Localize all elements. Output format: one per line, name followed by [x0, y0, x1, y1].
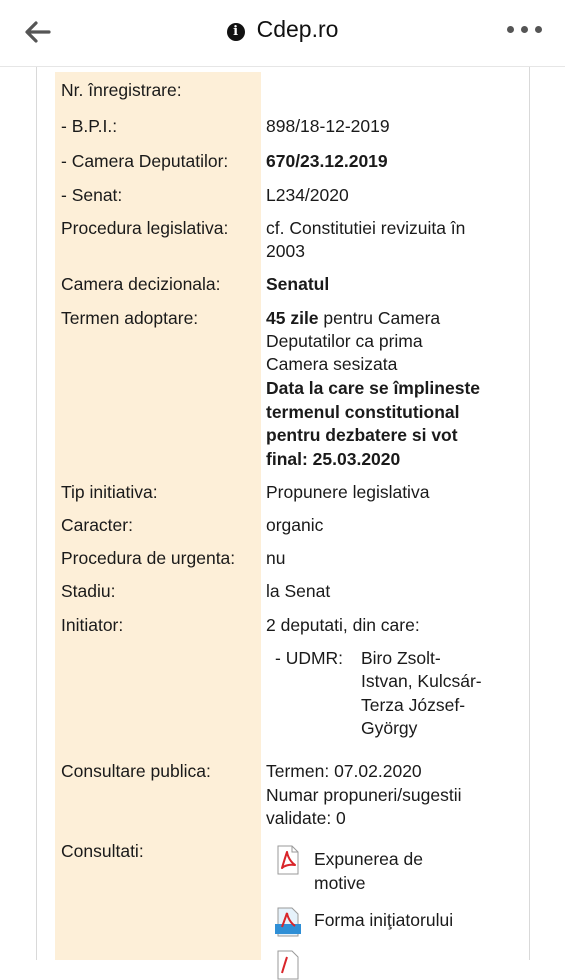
nr-inregistrare-label: Nr. înregistrare:	[61, 80, 182, 100]
doc-expunerea-line2[interactable]: motive	[314, 873, 366, 893]
pdf-icon[interactable]	[275, 950, 301, 980]
procedura-urgenta-value: nu	[266, 548, 286, 568]
pdf-icon[interactable]	[275, 845, 301, 875]
tip-initiativa-value: Propunere legislativa	[266, 482, 430, 502]
consultare-validate: validate: 0	[266, 808, 346, 828]
stadiu-label: Stadiu:	[61, 581, 116, 601]
camera-decizionala-value: Senatul	[266, 274, 330, 294]
udmr-deputy-line2[interactable]: Istvan, Kulcsár-	[361, 671, 482, 691]
toolbar-divider	[0, 66, 565, 67]
termen-final-line4: final: 25.03.2020	[266, 449, 401, 469]
camera-decizionala-label: Camera decizionala:	[61, 274, 221, 294]
content-border-right	[529, 67, 530, 960]
doc-expunerea-line1[interactable]: Expunerea de	[314, 849, 423, 869]
udmr-deputy-line3[interactable]: Terza József-	[361, 695, 466, 715]
termen-text: pentru Camera	[318, 308, 441, 328]
udmr-deputy-line4[interactable]: György	[361, 718, 418, 738]
udmr-label[interactable]: - UDMR:	[275, 648, 344, 668]
procedura-legislativa-value-line1: cf. Constitutiei revizuita în	[266, 218, 466, 238]
udmr-deputy-line1[interactable]: Biro Zsolt-	[361, 648, 441, 668]
pdf-icon[interactable]	[275, 907, 301, 937]
browser-toolbar	[0, 0, 565, 66]
consultare-publica-label: Consultare publica:	[61, 761, 211, 781]
info-icon[interactable]: i	[227, 23, 245, 41]
camera-deputatilor-value[interactable]: 670/23.12.2019	[266, 151, 388, 171]
procedura-urgenta-label: Procedura de urgenta:	[61, 548, 236, 568]
caracter-value: organic	[266, 515, 324, 535]
initiator-value: 2 deputati, din care:	[266, 615, 420, 635]
consultare-propuneri: Numar propuneri/sugestii	[266, 785, 462, 805]
caracter-label: Caracter:	[61, 515, 133, 535]
senat-label: - Senat:	[61, 185, 123, 205]
senat-value[interactable]: L234/2020	[266, 185, 349, 205]
bpi-label: - B.P.I.:	[61, 116, 118, 136]
address-title[interactable]	[0, 16, 565, 43]
termen-adoptare-line3: Camera sesizata	[266, 354, 398, 374]
termen-adoptare-label: Termen adoptare:	[61, 308, 199, 328]
consultare-termen: Termen: 07.02.2020	[266, 761, 422, 781]
stadiu-value: la Senat	[266, 581, 331, 601]
site-name: Cdep.ro	[256, 16, 339, 42]
consultati-label: Consultati:	[61, 841, 144, 861]
termen-adoptare-line2: Deputatilor ca prima	[266, 331, 423, 351]
termen-days: 45 zile	[266, 308, 319, 328]
camera-deputatilor-label: - Camera Deputatilor:	[61, 151, 229, 171]
termen-adoptare-line1	[266, 307, 440, 331]
initiator-label: Initiator:	[61, 615, 124, 635]
termen-final-line1: Data la care se împlineste	[266, 378, 480, 398]
bpi-value: 898/18-12-2019	[266, 116, 390, 136]
more-horizontal-icon[interactable]	[507, 22, 543, 36]
procedura-legislativa-label: Procedura legislativa:	[61, 218, 229, 238]
termen-final-line2: termenul constitutional	[266, 402, 460, 422]
content-border-left	[36, 67, 37, 960]
termen-final-line3: pentru dezbatere si vot	[266, 425, 458, 445]
doc-forma-initiatorului[interactable]: Forma iniţiatorului	[314, 910, 454, 930]
procedura-legislativa-value-line2: 2003	[266, 241, 305, 261]
tip-initiativa-label: Tip initiativa:	[61, 482, 158, 502]
